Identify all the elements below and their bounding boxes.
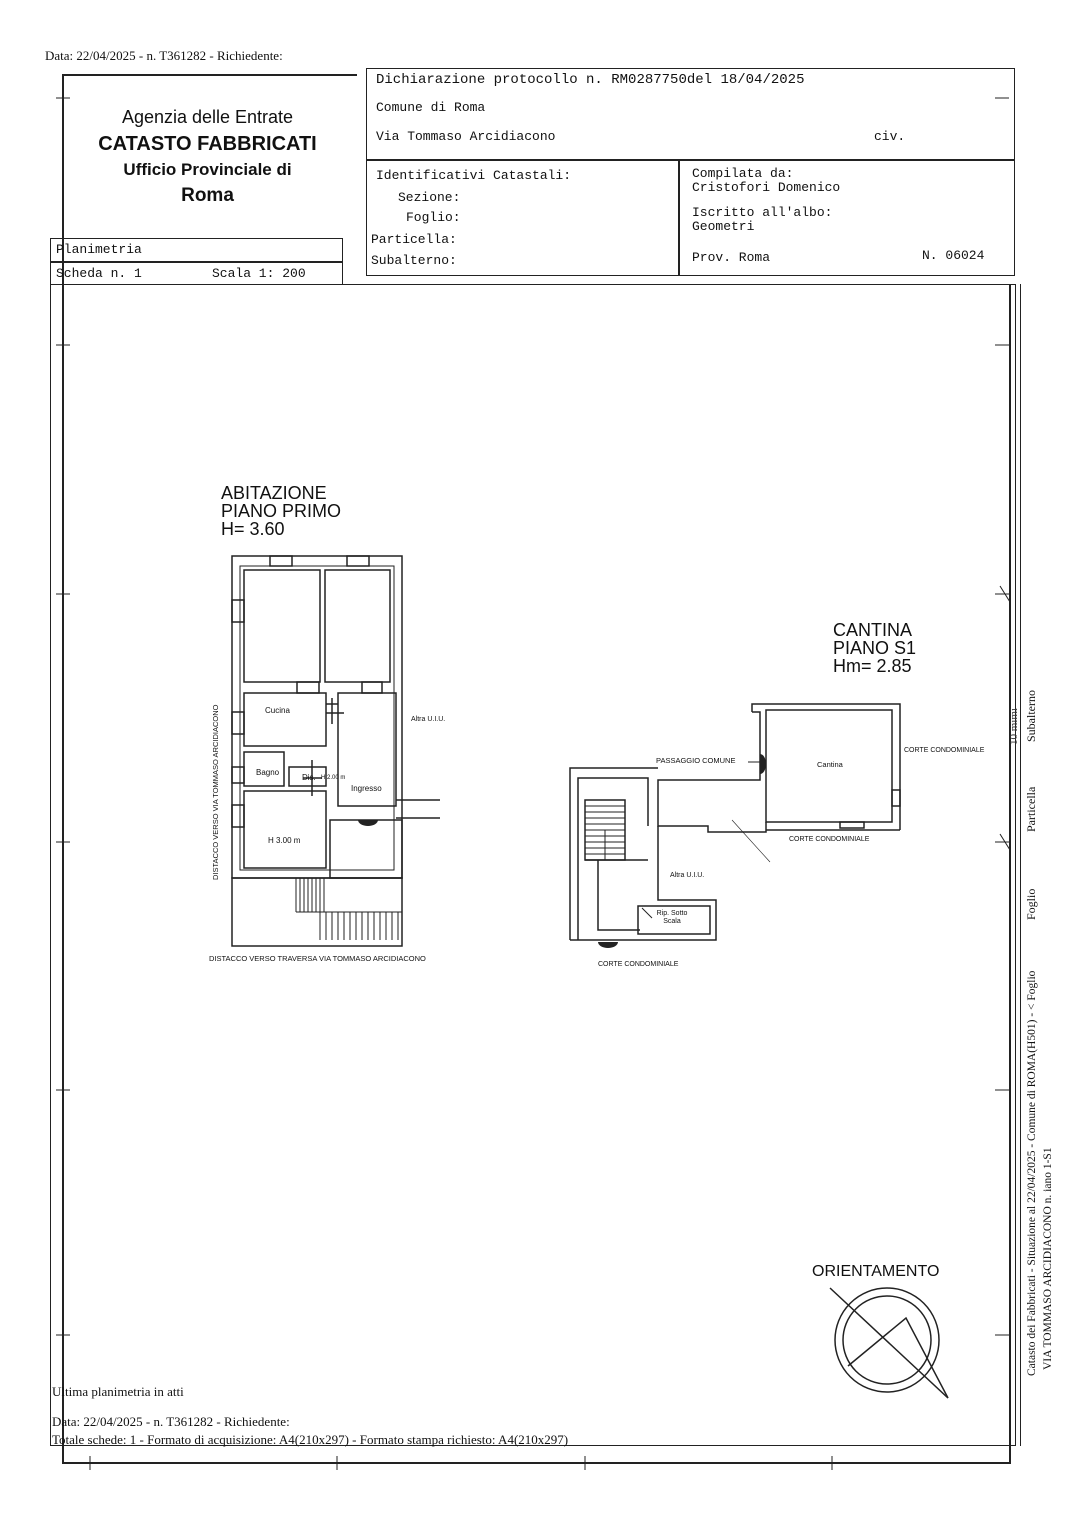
albo-label: Iscritto all'albo:	[692, 205, 833, 220]
room-cucina: Cucina	[265, 706, 290, 715]
room-dis: Dis.	[302, 773, 316, 782]
plan1-height: H= 3.60	[221, 519, 285, 539]
room-height-3: H 3.00 m	[268, 836, 301, 845]
plan1-altra-uiu: Altra U.I.U.	[411, 716, 446, 723]
side-catasto-line: Catasto dei Fabbricati - Situazione al 22/04/2025 - Comune di ROMA(H501) - < Foglio	[1026, 970, 1038, 1376]
catasto-title: CATASTO FABBRICATI	[98, 133, 317, 155]
corte-condominiale-right: CORTE CONDOMINIALE	[904, 747, 985, 754]
comune-line: Comune di Roma	[376, 100, 486, 115]
side-subalterno: Subalterno	[1024, 690, 1038, 742]
passaggio-comune-label: PASSAGGIO COMUNE	[656, 756, 736, 765]
corte-condominiale-bottom: CORTE CONDOMINIALE	[598, 961, 679, 968]
rip-sotto-scala-line1: Rip. Sotto	[656, 910, 688, 917]
planimetria-label: Planimetria	[56, 242, 142, 257]
declaration-line: Dichiarazione protocollo n. RM0287750del 18/04/2025	[376, 72, 805, 88]
plan1-distacco-side: DISTACCO VERSO VIA TOMMASO ARCIDIACONO	[211, 704, 220, 880]
civ-label: civ.	[874, 129, 906, 144]
prov-label: Prov. Roma	[692, 250, 771, 265]
ufficio-label: Ufficio Provinciale di	[123, 160, 292, 179]
rip-sotto-scala-line2: Scala	[663, 918, 681, 925]
plan2-height: Hm= 2.85	[833, 656, 912, 676]
albo-number: N. 06024	[922, 248, 985, 263]
corte-condominiale-mid: CORTE CONDOMINIALE	[789, 836, 870, 843]
room-bagno: Bagno	[256, 768, 280, 777]
room-cantina: Cantina	[817, 760, 843, 769]
footer-ultima: Ultima planimetria in atti	[52, 1384, 184, 1399]
side-sub-value: 10 mimi	[1008, 708, 1020, 745]
plan2-altra-uiu: Altra U.I.U.	[670, 872, 705, 879]
request-line: Data: 22/04/2025 - n. T361282 - Richiedente:	[45, 48, 283, 63]
foglio-label: Foglio:	[406, 210, 461, 225]
agency-name: Agenzia delle Entrate	[121, 107, 294, 127]
plan1-title-line1: ABITAZIONE	[221, 483, 327, 503]
plan1-title-line2: PIANO PRIMO	[221, 501, 342, 521]
compilata-name: Cristofori Domenico	[692, 180, 841, 195]
plan1-distacco-bottom: DISTACCO VERSO TRAVERSA VIA TOMMASO ARCIDIACONO	[209, 954, 426, 963]
ufficio-city: Roma	[181, 185, 234, 206]
room-ingresso: Ingresso	[351, 784, 382, 793]
via-line: Via Tommaso Arcidiacono	[376, 129, 556, 144]
side-foglio: Foglio	[1024, 888, 1038, 920]
sezione-label: Sezione:	[398, 190, 461, 205]
room-dis-height: H 2.00 m	[321, 775, 346, 781]
subalterno-label: Subalterno:	[371, 253, 457, 268]
scala-label: Scala 1: 200	[212, 266, 306, 281]
orientamento-label: ORIENTAMENTO	[812, 1263, 940, 1280]
compilata-label: Compilata da:	[692, 166, 794, 181]
plan2-title-line1: CANTINA	[833, 620, 913, 640]
footer-request: Data: 22/04/2025 - n. T361282 - Richiedente:	[52, 1414, 290, 1429]
identificativi-title: Identificativi Catastali:	[376, 168, 572, 183]
side-particella: Particella	[1024, 786, 1038, 832]
particella-label: Particella:	[371, 232, 457, 247]
footer-totale: Totale schede: 1 - Formato di acquisizione: A4(210x297) - Formato stampa richiesto: A4(210x297)	[52, 1432, 569, 1447]
albo-value: Geometri	[692, 219, 755, 234]
scheda-label: Scheda n. 1	[56, 266, 142, 281]
side-via-line: VIA TOMMASO ARCIDIACONO n. iano 1-S1	[1042, 1147, 1054, 1370]
plan2-title-line2: PIANO S1	[833, 638, 917, 658]
